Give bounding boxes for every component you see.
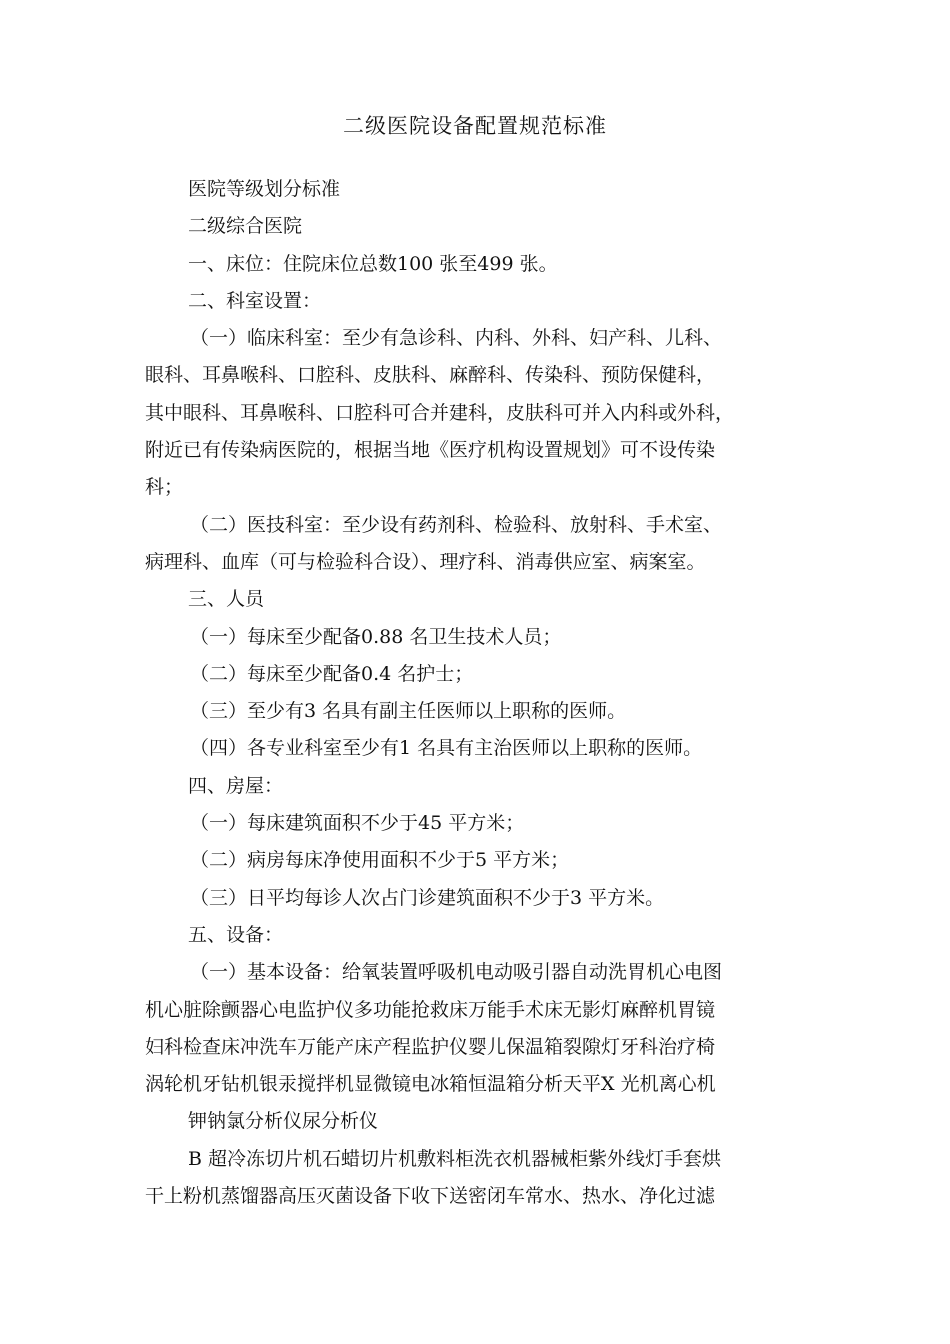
- text-line: 四、房屋：: [188, 774, 284, 797]
- text-line: 涡轮机牙钻机银汞搅拌机显微镜电冰箱恒温箱分析天平X 光机离心机: [145, 1073, 716, 1096]
- text-line: 科；: [145, 476, 184, 499]
- text-line: 机心脏除颤器心电监护仪多功能抢救床万能手术床无影灯麻醉机胃镜: [145, 998, 716, 1021]
- text-line: 五、设备：: [188, 923, 284, 946]
- text-line: 妇科检查床冲洗车万能产床产程监护仪婴儿保温箱裂隙灯牙科治疗椅: [145, 1035, 716, 1058]
- text-line: （二）病房每床净使用面积不少于5 平方米；: [190, 849, 570, 872]
- text-line: 二级综合医院: [188, 215, 303, 238]
- document-body: [145, 171, 815, 1215]
- text-line: 三、人员: [188, 588, 265, 611]
- text-line: 干上粉机蒸馏器高压灭菌设备下收下送密闭车常水、热水、净化过滤: [145, 1185, 716, 1208]
- text-line: 钾钠氯分析仪尿分析仪: [188, 1110, 379, 1133]
- text-line: 其中眼科、耳鼻喉科、口腔科可合并建科，皮肤科可并入内科或外科，: [145, 401, 735, 424]
- text-line: （二）医技科室：至少设有药剂科、检验科、放射科、手术室、: [190, 513, 723, 536]
- text-line: （一）每床至少配备0.88 名卫生技术人员；: [190, 625, 562, 648]
- text-line: B 超冷冻切片机石蜡切片机敷料柜洗衣机器械柜紫外线灯手套烘: [188, 1147, 722, 1170]
- text-line: 眼科、耳鼻喉科、口腔科、皮肤科、麻醉科、传染科、预防保健科，: [145, 364, 716, 387]
- text-line: 二、科室设置：: [188, 289, 322, 312]
- document-title: 二级医院设备配置规范标准: [343, 114, 607, 138]
- text-line: 一、床位：住院床位总数100 张至499 张。: [188, 252, 558, 275]
- text-line: （一）每床建筑面积不少于45 平方米；: [190, 812, 525, 835]
- text-line: （四）各专业科室至少有1 名具有主治医师以上职称的医师。: [190, 737, 703, 760]
- text-line: （三）至少有3 名具有副主任医师以上职称的医师。: [190, 700, 627, 723]
- text-line: （一）基本设备：给氧装置呼吸机电动吸引器自动洗胃机心电图: [190, 961, 723, 984]
- text-line: 医院等级划分标准: [188, 178, 341, 200]
- text-line: 附近已有传染病医院的，根据当地《医疗机构设置规划》可不设传染: [145, 439, 716, 462]
- text-line: （一）临床科室：至少有急诊科、内科、外科、妇产科、儿科、: [190, 327, 723, 350]
- text-line: （三）日平均每诊人次占门诊建筑面积不少于3 平方米。: [190, 886, 665, 909]
- text-line: （二）每床至少配备0.4 名护士；: [190, 662, 474, 685]
- text-line: 病理科、血库（可与检验科合设）、理疗科、消毒供应室、病案室。: [145, 550, 706, 573]
